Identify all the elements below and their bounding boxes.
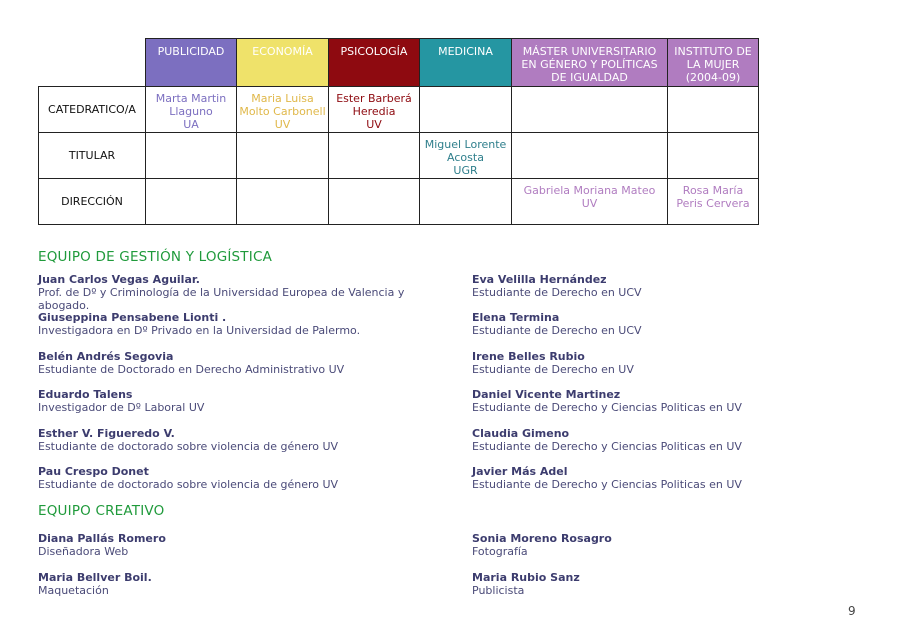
table-cell [237,133,329,179]
table-row [39,87,759,133]
person-name: Giuseppina Pensabene Lionti . [38,311,227,324]
person-name: Sonia Moreno Rosagro [472,532,612,545]
person-name: Daniel Vicente Martinez [472,388,621,401]
table-cell [420,133,512,179]
row-label-titular: TITULAR [39,133,146,179]
person-role: Estudiante de Derecho en UV [472,363,634,376]
cell-line: Ester Barberá [336,92,412,105]
header-publicidad: PUBLICIDAD [146,39,237,87]
person-role: Estudiante de Doctorado en Derecho Administrativo UV [38,363,345,376]
table-row [39,133,759,179]
person-role: Investigador de Dº Laboral UV [38,401,205,414]
cell-line: UV [366,118,382,131]
person-name: Irene Belles Rubio [472,350,585,363]
cell-line: Gabriela Moriana Mateo [523,184,656,197]
table-cell [329,87,420,133]
list-item [472,571,892,597]
list-item [38,571,458,597]
table-cell [146,133,237,179]
section-title-creativo: EQUIPO CREATIVO [38,503,165,519]
table-cell [668,133,759,179]
list-item [38,465,458,491]
list-item [472,350,892,376]
cell-line: Llaguno [169,105,213,118]
cell-line: Acosta [447,151,484,164]
person-role: Estudiante de Derecho y Ciencias Politicas en UV [472,440,742,453]
person-role: Maquetación [38,584,109,597]
person-role: Prof. de Dº y Criminología de la Universidad Europea de Valencia y abogado. [38,286,405,312]
table-cell [420,179,512,225]
cell-line: Marta Martin [155,92,227,105]
table-cell [237,179,329,225]
table-cell [512,133,668,179]
cell-line: Maria Luisa [251,92,314,105]
page-number: 9 [848,604,856,618]
person-name: Pau Crespo Donet [38,465,149,478]
cell-line: UGR [453,164,478,177]
table-cell [237,87,329,133]
person-role: Estudiante de doctorado sobre violencia de género UV [38,440,339,453]
cell-line: UA [183,118,199,131]
person-role: Publicista [472,584,525,597]
header-psicologia: PSICOLOGÍA [329,39,420,87]
cell-line: Rosa María [682,184,744,197]
table-cell [668,179,759,225]
table-cell [668,87,759,133]
person-name: Eduardo Talens [38,388,133,401]
person-name: Eva Velilla Hernández [472,273,607,286]
list-item [38,427,458,453]
list-item [38,273,458,312]
person-name: Elena Termina [472,311,560,324]
row-label-direccion: DIRECCIÓN [39,179,146,225]
header-medicina: MEDICINA [420,39,512,87]
table-cell [329,133,420,179]
list-item [38,311,458,337]
person-role: Estudiante de Derecho y Ciencias Politicas en UV [472,401,742,414]
person-role: Diseñadora Web [38,545,129,558]
cell-line: Molto Carbonell [239,105,326,118]
person-name: Javier Más Adel [472,465,568,478]
list-item [38,350,458,376]
header-master: MÁSTER UNIVERSITARIO EN GÉNERO Y POLÍTICAS DE IGUALDAD [512,39,668,87]
list-item [472,532,892,558]
person-role: Investigadora en Dº Privado en la Universidad de Palermo. [38,324,361,337]
cell-line: Miguel Lorente [424,138,507,151]
cell-line: UV [274,118,291,131]
person-name: Belén Andrés Segovia [38,350,174,363]
person-name: Juan Carlos Vegas Aguilar. [38,273,200,286]
table-cell [512,179,668,225]
cell-line: Heredia [352,105,396,118]
person-role: Estudiante de Derecho en UCV [472,324,642,337]
list-item [38,532,458,558]
table-cell [329,179,420,225]
list-item [472,427,892,453]
person-name: Maria Bellver Boil. [38,571,152,584]
table-corner [39,39,146,87]
row-label-catedratico: CATEDRATICO/A [39,87,146,133]
list-item [38,388,458,414]
list-item [472,388,892,414]
table-cell [420,87,512,133]
person-role: Estudiante de doctorado sobre violencia de género UV [38,478,339,491]
person-role: Estudiante de Derecho y Ciencias Politicas en UV [472,478,742,491]
faculty-table [38,38,759,225]
table-row [39,179,759,225]
person-role: Fotografía [472,545,528,558]
header-instituto: INSTITUTO DE LA MUJER (2004-09) [668,39,759,87]
person-name: Claudia Gimeno [472,427,570,440]
table-cell [146,87,237,133]
person-name: Maria Rubio Sanz [472,571,580,584]
table-cell [512,87,668,133]
cell-line: UV [581,197,598,210]
list-item [472,311,892,337]
person-name: Esther V. Figueredo V. [38,427,175,440]
person-name: Diana Pallás Romero [38,532,166,545]
header-economia: ECONOMÍA [237,39,329,87]
section-title-gestion: EQUIPO DE GESTIÓN Y LOGÍSTICA [38,249,273,265]
table-cell [146,179,237,225]
person-role: Estudiante de Derecho en UCV [472,286,642,299]
list-item [472,273,892,299]
list-item [472,465,892,491]
table-header-row [39,39,759,87]
cell-line: Peris Cervera [676,197,750,210]
